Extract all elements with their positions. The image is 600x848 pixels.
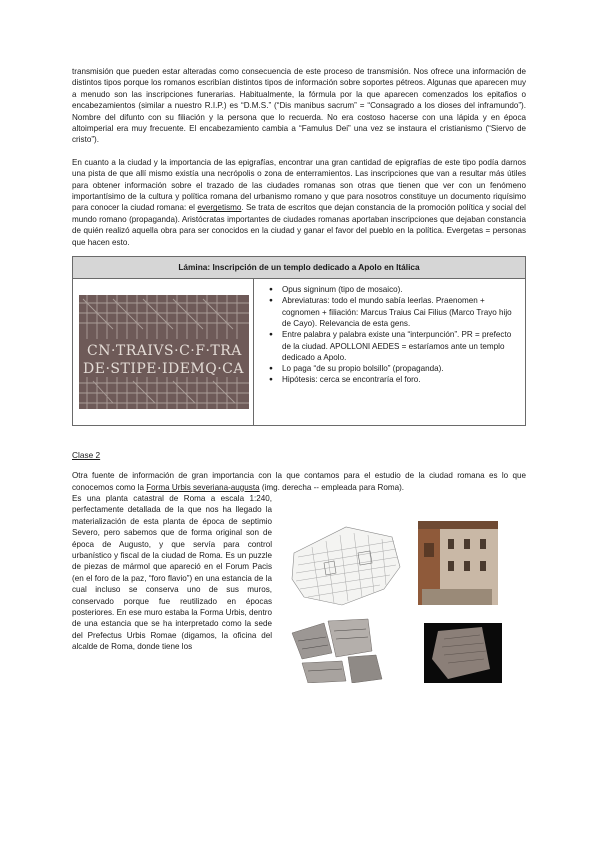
building-photo [418, 521, 498, 605]
lamina-bullet-list [268, 284, 517, 386]
paragraph-evergetismo [72, 157, 526, 248]
forma-urbis-section [72, 493, 526, 793]
section-heading-clase-2: Clase 2 [72, 450, 101, 461]
lamina-image-cell [73, 279, 254, 425]
paragraph-evergetismo-end: . Se trata de escritos que dejan constancia de la promoción política y social del mundo romano (propaganda). Aristócratas importantes de ciudades romanas aportaban inscripciones que dejaban constancia de quién realizó aquella obra para ser conocidos en la ciudad y ganar el favor del pueblo en la política. Evergetas = personas que hacen esto. [72, 203, 526, 247]
marble-fragments-photo [292, 619, 382, 683]
paragraph-forma-urbis-body: Es una planta catastral de Roma a escala 1:240, perfectamente detallada de la que nos ha llegado la materialización de esta planta de época de septimio Severo, pero sabemos que de forma original son de época de Augusto, y que servía para control urbanístico y fiscal de la ciudad de Roma. Es un puzzle de piezas de mármol que apareció en el Forum Pacis (en el foro de la paz, “foro flavio”) en una estancia de la cual incluso se conserva uno de sus muros, conservado porque fue reutilizado en épocas posteriores. En ese muro estaba la Forma Urbis, dentro de una estancia que se ha interpretado como la sede del Prefectus Urbis Romae (digamos, la oficina del alcalde de Roma, donde tiene los [72, 493, 272, 652]
forma-urbis-link[interactable]: Forma Urbis severiana-augusta [146, 482, 260, 492]
lamina-title: Lámina: Inscripción de un templo dedicado a Apolo en Itálica [73, 257, 525, 279]
lamina-bullet: ● Hipótesis: cerca se encontraría el foro. [282, 374, 517, 385]
paragraph-epigrafia: transmisión que pueden estar alteradas como consecuencia de este proceso de transmisión. Nos ofrece una información de distintos tipos porque los romanos escribían distintos tipos de información sobre soportes pétreos. Algunas que aparecen muy a menudo son las inscripciones funerarias. Habitualmente, la fórmula por la que aparecen comenzados los epitafios o encabezamientos (similar a nuestro R.I.P.) es “D.M.S.” (“Dis manibus sacrum” = “Consagrado a los dioses del inframundo”). Nombre del difunto con su filiación y la persona que lo recuerda. No era costoso hacerse con una lápida y en época altoimperial era muy frecuente. El encabezamiento cambia a “Famulus Dei” una vez se instaura el cristianismo (“Siervo de cristo”). [72, 67, 526, 145]
inscription-line-2: DE·STIPE·IDEMQ·CA [83, 361, 245, 378]
lamina-bullet: ● Lo paga “de su propio bolsillo” (propaganda). [282, 363, 517, 374]
lamina-bullet: ● Opus signinum (tipo de mosaico). [282, 284, 517, 295]
lamina-table [72, 256, 526, 426]
marble-slab-photo [424, 623, 502, 683]
inscription-line-1: CN·TRAIVS·C·F·TRA [87, 343, 242, 360]
paragraph-forma-urbis-intro [72, 470, 526, 493]
lamina-bullet: ● Entre palabra y palabra existe una “interpunción”. PR = prefecto de la ciudad. APOLLONI AEDES = estaríamos ante un templo dedicado a Apolo. [282, 329, 517, 363]
marble-plan-drawing [292, 527, 400, 605]
lamina-bullet: ● Abreviaturas: todo el mundo sabía leerlas. Praenomen + cognomen + filiación: Marcus Traius Cai Filius (Marco Trayo hijo de Cayo). Relevancia de esta gens. [282, 295, 517, 329]
forma-urbis-figures [272, 493, 526, 683]
forma-urbis-images [272, 493, 526, 793]
lamina-body [73, 279, 525, 425]
document-page [72, 66, 526, 793]
evergetismo-link[interactable]: evergetismo [197, 203, 242, 213]
paragraph-forma-urbis-start: Otra fuente de información de gran importancia con la que contamos para el estudio de la ciudad romana es lo que conocemos como la [72, 471, 526, 492]
paragraph-evergetismo-start: En cuanto a la ciudad y la importancia de las epigrafías, encontrar una gran cantidad de epigrafías de este tipo podía darnos una pista de que allí mismo existía una necrópolis o zona de enterramientos. Las inscripciones que van a resultar más útiles para obtener información sobre el trazado de las ciudades romanas son otras que tienen que ver con un fenómeno importantísimo de la cultura y política romana del urbanismo romano y que para nosotros constituye un documento riquísimo para conocer la ciudad romana: el [72, 157, 526, 213]
paragraph-forma-urbis-end: (img. derecha -- empleada para Roma). [259, 482, 405, 492]
inscription-mosaic-image [73, 279, 253, 425]
lamina-notes [254, 279, 525, 425]
